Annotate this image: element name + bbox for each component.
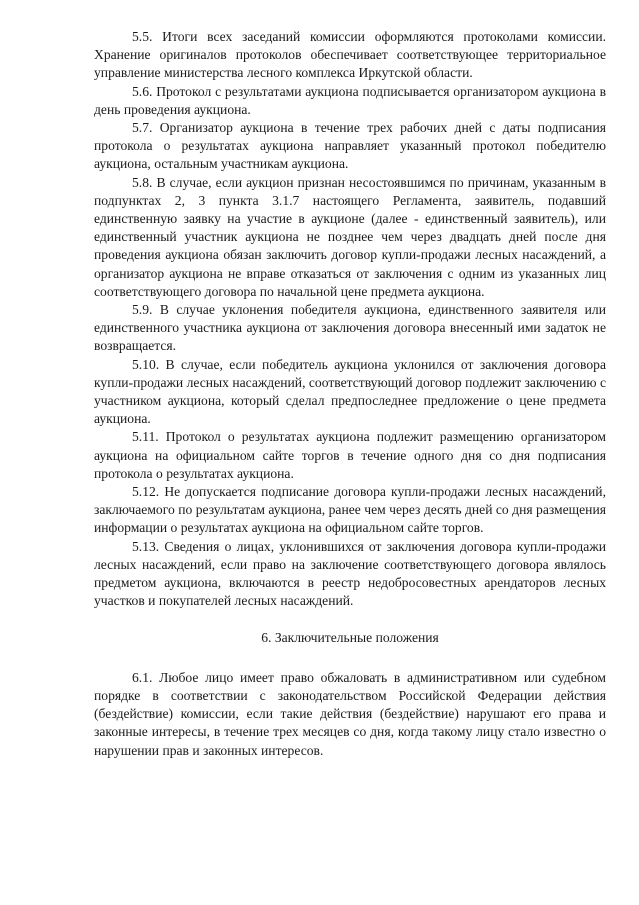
paragraph-5-13: 5.13. Сведения о лицах, уклонившихся от заключения договора купли-продажи лесных насаждений, если право на заключение соответствующего договора являлось предметом аукциона, включаются в реестр недобросовестных арендаторов лесных участков и покупателей лесных насаждений. [94,538,606,609]
paragraph-5-9: 5.9. В случае уклонения победителя аукциона, единственного заявителя или единственного участника аукциона от заключения договора внесенный ими задаток не возвращается. [94,302,606,354]
paragraph-5-12: 5.12. Не допускается подписание договора купли-продажи лесных насаждений, заключаемого по результатам аукциона, ранее чем через десять дней со дня размещения информации о результатах аукциона на официальном сайте торгов. [94,484,606,536]
paragraph-6-1: 6.1. Любое лицо имеет право обжаловать в административном или судебном порядке в соответствии с законодательством Российской Федерации действия (бездействие) комиссии, если такие действия (бездействие) нарушают его права и законные интересы, в течение трех месяцев со дня, когда такому лицу стало известно о нарушении прав и законных интересов. [94,669,606,758]
document-body [94,28,606,760]
section-6-heading: 6. Заключительные положения [261,629,439,645]
paragraph-5-5: 5.5. Итоги всех заседаний комиссии оформляются протоколами комиссии. Хранение оригиналов протоколов обеспечивает соответствующее территориальное управление министерства лесного комплекса Иркутской области. [94,29,606,81]
paragraph-5-11: 5.11. Протокол о результатах аукциона подлежит размещению организатором аукциона на официальном сайте торгов в течение одного дня со дня подписания протокола о результатах аукциона. [94,429,606,481]
paragraph-5-7: 5.7. Организатор аукциона в течение трех рабочих дней с даты подписания протокола о результатах аукциона направляет указанный протокол победителю аукциона, остальным участникам аукциона. [94,120,606,172]
paragraph-5-8: 5.8. В случае, если аукцион признан несостоявшимся по причинам, указанным в подпунктах 2, 3 пункта 3.1.7 настоящего Регламента, заявитель, подавший единственную заявку на участие в аукционе (далее - единственный заявитель), или единственный участник аукциона не позднее чем через двадцать дней после дня проведения аукциона обязан заключить договор купли-продажи лесных насаждений, а организатор аукциона не вправе отказаться от заключения с одним из указанных лиц соответствующего договора по начальной цене предмета аукциона. [94,174,606,299]
paragraph-5-6: 5.6. Протокол с результатами аукциона подписывается организатором аукциона в день проведения аукциона. [94,83,606,117]
paragraph-5-10: 5.10. В случае, если победитель аукциона уклонился от заключения договора купли-продажи лесных насаждений, соответствующий договор подлежит заключению с участником аукциона, который сделал предпоследнее предложение о цене предмета аукциона. [94,356,606,427]
